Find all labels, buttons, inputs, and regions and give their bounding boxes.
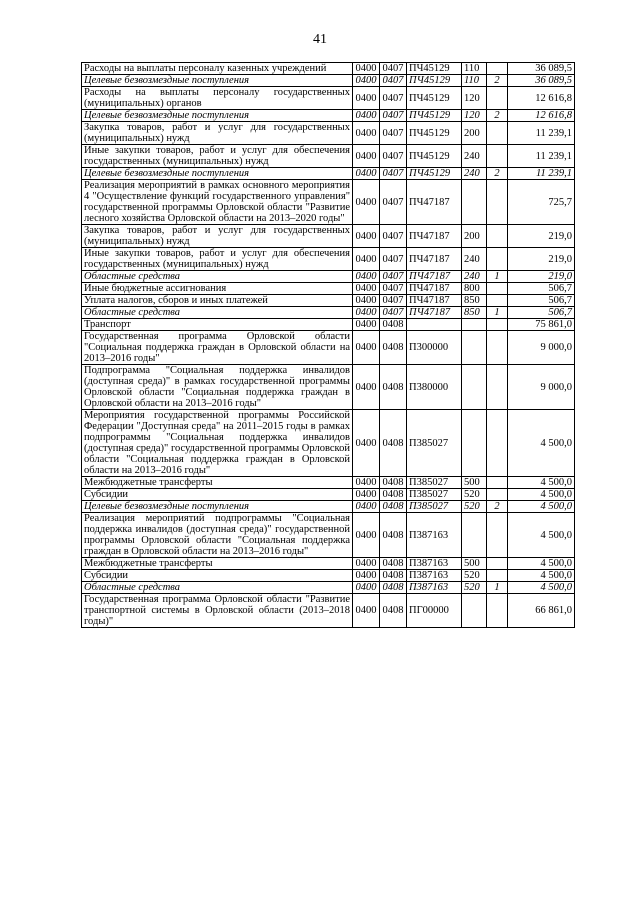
item-name-cell: Целевые безвозмездные поступления xyxy=(82,75,353,87)
target-article-code-cell: ПЧ47187 xyxy=(407,295,462,307)
expense-type-code-cell: 850 xyxy=(462,295,487,307)
amount-cell: 4 500,0 xyxy=(508,477,575,489)
amount-cell: 4 500,0 xyxy=(508,501,575,513)
table-row xyxy=(82,365,575,410)
source-code-cell: 2 xyxy=(487,168,508,180)
source-code-cell xyxy=(487,594,508,628)
target-article-code-cell: П385027 xyxy=(407,489,462,501)
section-code-cell: 0400 xyxy=(353,570,380,582)
source-code-cell xyxy=(487,283,508,295)
expense-type-code-cell: 500 xyxy=(462,558,487,570)
section-code-cell: 0400 xyxy=(353,331,380,365)
section-code-cell: 0400 xyxy=(353,110,380,122)
item-name-cell: Областные средства xyxy=(82,307,353,319)
target-article-code-cell: П387163 xyxy=(407,513,462,558)
source-code-cell xyxy=(487,145,508,168)
target-article-code-cell: П387163 xyxy=(407,558,462,570)
source-code-cell xyxy=(487,513,508,558)
source-code-cell xyxy=(487,248,508,271)
target-article-code-cell: П385027 xyxy=(407,410,462,477)
amount-cell: 12 616,8 xyxy=(508,87,575,110)
table-row xyxy=(82,594,575,628)
section-code-cell: 0400 xyxy=(353,75,380,87)
section-code-cell: 0400 xyxy=(353,87,380,110)
target-article-code-cell: ПЧ45129 xyxy=(407,110,462,122)
target-article-code-cell: ПЧ45129 xyxy=(407,122,462,145)
subsection-code-cell: 0408 xyxy=(380,477,407,489)
source-code-cell xyxy=(487,225,508,248)
amount-cell: 4 500,0 xyxy=(508,489,575,501)
item-name-cell: Иные закупки товаров, работ и услуг для обеспечения государственных (муниципальных) нужд xyxy=(82,145,353,168)
section-code-cell: 0400 xyxy=(353,283,380,295)
item-name-cell: Межбюджетные трансферты xyxy=(82,477,353,489)
source-code-cell xyxy=(487,410,508,477)
target-article-code-cell xyxy=(407,319,462,331)
expense-type-code-cell: 850 xyxy=(462,307,487,319)
source-code-cell xyxy=(487,63,508,75)
section-code-cell: 0400 xyxy=(353,594,380,628)
expense-type-code-cell: 800 xyxy=(462,283,487,295)
target-article-code-cell: П385027 xyxy=(407,501,462,513)
target-article-code-cell: П387163 xyxy=(407,570,462,582)
section-code-cell: 0400 xyxy=(353,307,380,319)
expense-type-code-cell: 520 xyxy=(462,501,487,513)
expense-type-code-cell xyxy=(462,410,487,477)
item-name-cell: Субсидии xyxy=(82,489,353,501)
item-name-cell: Государственная программа Орловской области "Развитие транспортной системы в Орловской области (2013–2018 годы)" xyxy=(82,594,353,628)
subsection-code-cell: 0408 xyxy=(380,594,407,628)
subsection-code-cell: 0407 xyxy=(380,307,407,319)
source-code-cell: 1 xyxy=(487,307,508,319)
item-name-cell: Целевые безвозмездные поступления xyxy=(82,168,353,180)
section-code-cell: 0400 xyxy=(353,582,380,594)
amount-cell: 4 500,0 xyxy=(508,582,575,594)
section-code-cell: 0400 xyxy=(353,319,380,331)
expense-type-code-cell: 240 xyxy=(462,145,487,168)
item-name-cell: Межбюджетные трансферты xyxy=(82,558,353,570)
table-row xyxy=(82,295,575,307)
subsection-code-cell: 0407 xyxy=(380,248,407,271)
amount-cell: 506,7 xyxy=(508,295,575,307)
subsection-code-cell: 0407 xyxy=(380,180,407,225)
source-code-cell xyxy=(487,365,508,410)
item-name-cell: Реализация мероприятий подпрограммы "Социальная поддержка инвалидов (доступная среда)" государственной программы Орловской области "Социальная поддержка граждан в Орловской области на 2013–2016 годы" xyxy=(82,513,353,558)
source-code-cell xyxy=(487,489,508,501)
table-row xyxy=(82,248,575,271)
subsection-code-cell: 0408 xyxy=(380,513,407,558)
table-row xyxy=(82,122,575,145)
item-name-cell: Целевые безвозмездные поступления xyxy=(82,110,353,122)
section-code-cell: 0400 xyxy=(353,180,380,225)
subsection-code-cell: 0407 xyxy=(380,271,407,283)
subsection-code-cell: 0408 xyxy=(380,582,407,594)
source-code-cell xyxy=(487,477,508,489)
table-row xyxy=(82,225,575,248)
target-article-code-cell: П300000 xyxy=(407,331,462,365)
item-name-cell: Областные средства xyxy=(82,271,353,283)
subsection-code-cell: 0407 xyxy=(380,63,407,75)
target-article-code-cell: П385027 xyxy=(407,477,462,489)
subsection-code-cell: 0407 xyxy=(380,295,407,307)
table-row xyxy=(82,477,575,489)
target-article-code-cell: П387163 xyxy=(407,582,462,594)
section-code-cell: 0400 xyxy=(353,248,380,271)
section-code-cell: 0400 xyxy=(353,410,380,477)
expense-type-code-cell: 240 xyxy=(462,271,487,283)
item-name-cell: Расходы на выплаты персоналу государственных (муниципальных) органов xyxy=(82,87,353,110)
subsection-code-cell: 0407 xyxy=(380,225,407,248)
source-code-cell xyxy=(487,319,508,331)
target-article-code-cell: ПЧ47187 xyxy=(407,248,462,271)
item-name-cell: Закупка товаров, работ и услуг для государственных (муниципальных) нужд xyxy=(82,225,353,248)
target-article-code-cell: ПЧ45129 xyxy=(407,87,462,110)
source-code-cell: 2 xyxy=(487,75,508,87)
section-code-cell: 0400 xyxy=(353,168,380,180)
item-name-cell: Субсидии xyxy=(82,570,353,582)
item-name-cell: Иные бюджетные ассигнования xyxy=(82,283,353,295)
table-row xyxy=(82,145,575,168)
subsection-code-cell: 0407 xyxy=(380,110,407,122)
expense-type-code-cell: 200 xyxy=(462,122,487,145)
expense-type-code-cell xyxy=(462,365,487,410)
table-row xyxy=(82,501,575,513)
expense-type-code-cell xyxy=(462,594,487,628)
item-name-cell: Закупка товаров, работ и услуг для государственных (муниципальных) нужд xyxy=(82,122,353,145)
subsection-code-cell: 0408 xyxy=(380,501,407,513)
source-code-cell xyxy=(487,87,508,110)
amount-cell: 75 861,0 xyxy=(508,319,575,331)
expense-type-code-cell: 520 xyxy=(462,570,487,582)
source-code-cell xyxy=(487,331,508,365)
item-name-cell: Реализация мероприятий в рамках основного мероприятия 4 "Осуществление функций государственного управления" государственной программы Орловской области "Развитие лесного хозяйства Орловской области на 2013–2020 годы" xyxy=(82,180,353,225)
amount-cell: 9 000,0 xyxy=(508,331,575,365)
target-article-code-cell: ПЧ45129 xyxy=(407,145,462,168)
subsection-code-cell: 0407 xyxy=(380,122,407,145)
section-code-cell: 0400 xyxy=(353,225,380,248)
subsection-code-cell: 0408 xyxy=(380,365,407,410)
amount-cell: 66 861,0 xyxy=(508,594,575,628)
table-row xyxy=(82,489,575,501)
amount-cell: 725,7 xyxy=(508,180,575,225)
amount-cell: 219,0 xyxy=(508,225,575,248)
source-code-cell: 1 xyxy=(487,271,508,283)
expense-type-code-cell xyxy=(462,331,487,365)
table-row xyxy=(82,570,575,582)
target-article-code-cell: ПГ00000 xyxy=(407,594,462,628)
item-name-cell: Иные закупки товаров, работ и услуг для обеспечения государственных (муниципальных) нужд xyxy=(82,248,353,271)
item-name-cell: Целевые безвозмездные поступления xyxy=(82,501,353,513)
expense-type-code-cell: 200 xyxy=(462,225,487,248)
source-code-cell: 2 xyxy=(487,110,508,122)
subsection-code-cell: 0407 xyxy=(380,283,407,295)
table-row xyxy=(82,331,575,365)
subsection-code-cell: 0407 xyxy=(380,145,407,168)
amount-cell: 9 000,0 xyxy=(508,365,575,410)
table-row xyxy=(82,180,575,225)
subsection-code-cell: 0407 xyxy=(380,87,407,110)
item-name-cell: Областные средства xyxy=(82,582,353,594)
section-code-cell: 0400 xyxy=(353,63,380,75)
section-code-cell: 0400 xyxy=(353,271,380,283)
subsection-code-cell: 0408 xyxy=(380,489,407,501)
expense-type-code-cell: 520 xyxy=(462,489,487,501)
expense-type-code-cell: 500 xyxy=(462,477,487,489)
expense-type-code-cell xyxy=(462,180,487,225)
target-article-code-cell: ПЧ47187 xyxy=(407,180,462,225)
source-code-cell xyxy=(487,295,508,307)
target-article-code-cell: ПЧ45129 xyxy=(407,75,462,87)
source-code-cell: 2 xyxy=(487,501,508,513)
subsection-code-cell: 0408 xyxy=(380,331,407,365)
target-article-code-cell: ПЧ45129 xyxy=(407,63,462,75)
section-code-cell: 0400 xyxy=(353,513,380,558)
source-code-cell xyxy=(487,558,508,570)
table-row xyxy=(82,75,575,87)
amount-cell: 4 500,0 xyxy=(508,513,575,558)
section-code-cell: 0400 xyxy=(353,295,380,307)
item-name-cell: Расходы на выплаты персоналу казенных учреждений xyxy=(82,63,353,75)
table-row xyxy=(82,110,575,122)
section-code-cell: 0400 xyxy=(353,365,380,410)
amount-cell: 12 616,8 xyxy=(508,110,575,122)
amount-cell: 36 089,5 xyxy=(508,63,575,75)
section-code-cell: 0400 xyxy=(353,145,380,168)
amount-cell: 36 089,5 xyxy=(508,75,575,87)
expense-type-code-cell: 520 xyxy=(462,582,487,594)
amount-cell: 11 239,1 xyxy=(508,122,575,145)
source-code-cell xyxy=(487,122,508,145)
section-code-cell: 0400 xyxy=(353,501,380,513)
target-article-code-cell: ПЧ47187 xyxy=(407,271,462,283)
item-name-cell: Подпрограмма "Социальная поддержка инвалидов (доступная среда)" в рамках государственной программы Орловской области "Социальная поддержка граждан в Орловской области на 2013–2016 годы" xyxy=(82,365,353,410)
expense-type-code-cell xyxy=(462,513,487,558)
subsection-code-cell: 0408 xyxy=(380,570,407,582)
page-number: 41 xyxy=(313,32,327,47)
table-row xyxy=(82,271,575,283)
amount-cell: 11 239,1 xyxy=(508,145,575,168)
target-article-code-cell: П380000 xyxy=(407,365,462,410)
table-row xyxy=(82,63,575,75)
section-code-cell: 0400 xyxy=(353,558,380,570)
expense-type-code-cell: 110 xyxy=(462,63,487,75)
table-row xyxy=(82,513,575,558)
expense-type-code-cell: 240 xyxy=(462,248,487,271)
item-name-cell: Уплата налогов, сборов и иных платежей xyxy=(82,295,353,307)
source-code-cell xyxy=(487,180,508,225)
subsection-code-cell: 0408 xyxy=(380,558,407,570)
subsection-code-cell: 0408 xyxy=(380,410,407,477)
expense-type-code-cell: 110 xyxy=(462,75,487,87)
expense-type-code-cell: 120 xyxy=(462,110,487,122)
table-row xyxy=(82,283,575,295)
item-name-cell: Транспорт xyxy=(82,319,353,331)
item-name-cell: Мероприятия государственной программы Российской Федерации "Доступная среда" на 2011–2015 годы в рамках подпрограммы "Социальная поддержка инвалидов (доступная среда)" государственной программы Орловской области "Социальная поддержка граждан в Орловской области на 2013–2016 годы" xyxy=(82,410,353,477)
expense-type-code-cell: 240 xyxy=(462,168,487,180)
budget-table xyxy=(81,62,575,628)
amount-cell: 506,7 xyxy=(508,283,575,295)
target-article-code-cell: ПЧ47187 xyxy=(407,283,462,295)
amount-cell: 4 500,0 xyxy=(508,410,575,477)
section-code-cell: 0400 xyxy=(353,477,380,489)
table-row xyxy=(82,410,575,477)
expense-type-code-cell: 120 xyxy=(462,87,487,110)
target-article-code-cell: ПЧ47187 xyxy=(407,225,462,248)
amount-cell: 4 500,0 xyxy=(508,570,575,582)
target-article-code-cell: ПЧ45129 xyxy=(407,168,462,180)
amount-cell: 219,0 xyxy=(508,271,575,283)
source-code-cell: 1 xyxy=(487,582,508,594)
table-row xyxy=(82,558,575,570)
section-code-cell: 0400 xyxy=(353,122,380,145)
table-row xyxy=(82,87,575,110)
table-row xyxy=(82,307,575,319)
table-row xyxy=(82,582,575,594)
subsection-code-cell: 0407 xyxy=(380,168,407,180)
section-code-cell: 0400 xyxy=(353,489,380,501)
table-row xyxy=(82,319,575,331)
table-row xyxy=(82,168,575,180)
amount-cell: 4 500,0 xyxy=(508,558,575,570)
amount-cell: 219,0 xyxy=(508,248,575,271)
amount-cell: 11 239,1 xyxy=(508,168,575,180)
subsection-code-cell: 0407 xyxy=(380,75,407,87)
expense-type-code-cell xyxy=(462,319,487,331)
item-name-cell: Государственная программа Орловской области "Социальная поддержка граждан в Орловской области на 2013–2016 годы" xyxy=(82,331,353,365)
subsection-code-cell: 0408 xyxy=(380,319,407,331)
source-code-cell xyxy=(487,570,508,582)
target-article-code-cell: ПЧ47187 xyxy=(407,307,462,319)
amount-cell: 506,7 xyxy=(508,307,575,319)
